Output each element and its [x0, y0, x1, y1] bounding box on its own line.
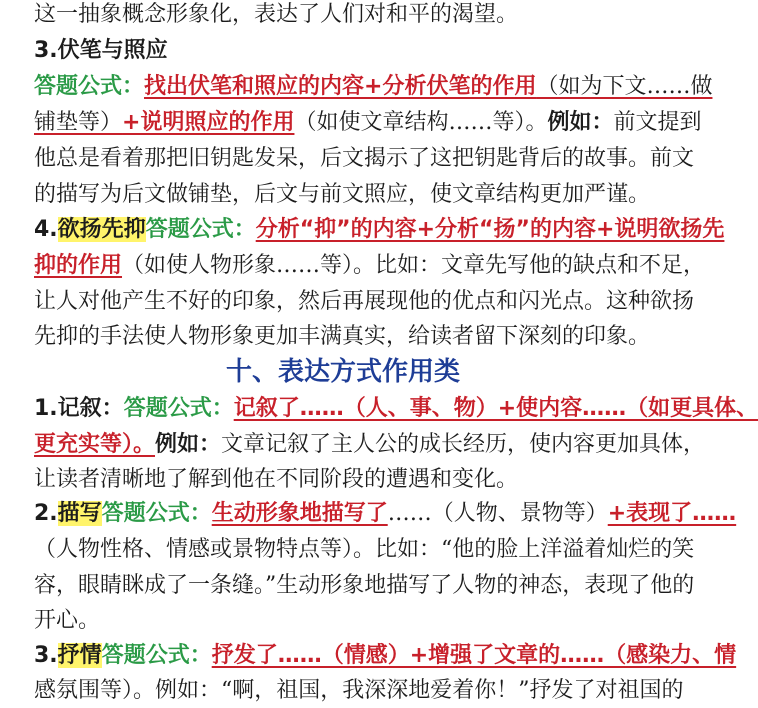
formula-line-continued	[34, 428, 706, 462]
text-line: 让读者清晰地了解到他在不同阶段的遭遇和变化。	[34, 467, 519, 492]
formula-text: 抒发了……（情感）+增强了文章的……（感染力、情	[211, 643, 737, 668]
formula-note: （如使文章结构……等）。	[294, 110, 548, 135]
text-line: 这一抽象概念形象化，表达了人们对和平的渴望。	[34, 2, 519, 27]
text-line: 的描写为后文做铺垫，后文与前文照应，使文章结构更加严谨。	[34, 182, 651, 207]
formula-text: +说明照应的作用	[122, 110, 295, 135]
formula-note: （如为下文……做	[536, 74, 713, 99]
formula-text: 找出伏笔和照应的内容+分析伏笔的作用	[144, 74, 537, 99]
formula-line-continued	[34, 106, 702, 140]
formula-text: +表现了……	[607, 501, 737, 526]
item-number: 1.	[34, 396, 58, 421]
item-description	[34, 497, 737, 531]
item-narration	[34, 392, 758, 426]
formula-text: 生动形象地描写了	[211, 501, 388, 526]
section-title: 十、表达方式作用类	[225, 357, 460, 387]
example-label: 例如：	[547, 110, 614, 135]
example-text: 文章记叙了主人公的成长经历，使内容更加具体，	[221, 432, 706, 457]
formula-line-continued	[34, 249, 706, 283]
item-title: 记叙：	[57, 396, 124, 421]
example-text: 前文提到	[613, 110, 702, 135]
text-line: 他总是看着那把旧钥匙发呆，后文揭示了这把钥匙背后的故事。前文	[34, 146, 695, 171]
formula-line	[34, 70, 713, 104]
formula-text: 抑的作用	[34, 253, 123, 278]
formula-label: 答题公式：	[34, 74, 145, 99]
heading-suppress-then-praise	[34, 213, 725, 247]
text-line: 先抑的手法使人物形象更加丰满真实，给读者留下深刻的印象。	[34, 324, 651, 349]
formula-note: ……（人物、景物等）	[387, 501, 608, 526]
item-number: 3.	[34, 643, 58, 668]
text-line: 容，眼睛眯成了一条缝。”生动形象地描写了人物的神态，表现了他的	[34, 573, 695, 598]
item-number: 2.	[34, 501, 58, 526]
heading-title: 伏笔与照应	[57, 38, 168, 63]
formula-label: 答题公式：	[145, 217, 256, 242]
heading-title: 欲扬先抑	[57, 217, 146, 242]
formula-label: 答题公式：	[123, 396, 234, 421]
formula-text: 记叙了……（人、事、物）+使内容……（如更具体、	[233, 396, 758, 421]
heading-number: 3.	[34, 38, 58, 63]
example-label: 例如：	[155, 432, 222, 457]
formula-note: 铺垫等）	[34, 110, 123, 135]
text-line: （人物性格、情感或景物特点等）。比如：“他的脸上洋溢着灿烂的笑	[34, 537, 695, 562]
formula-note: （如使人物形象……等）。比如：文章先写他的缺点和不足，	[122, 253, 706, 278]
item-title: 描写	[57, 501, 102, 526]
text-line-cut: 感氛围等）。例如：“啊，祖国，我深深地爱着你！”抒发了对祖国的	[34, 678, 684, 703]
item-title: 抒情	[57, 643, 102, 668]
formula-text: 更充实等）。	[34, 432, 156, 457]
text-line: 让人对他产生不好的印象，然后再展现他的优点和闪光点。这种欲扬	[34, 289, 695, 314]
heading-number: 4.	[34, 217, 58, 242]
item-lyricism	[34, 639, 737, 673]
text-line: 开心。	[34, 608, 101, 633]
formula-label: 答题公式：	[101, 643, 212, 668]
heading-foreshadowing	[34, 34, 656, 68]
formula-text: 分析“抑”的内容+分析“扬”的内容+说明欲扬先	[255, 217, 725, 242]
formula-label: 答题公式：	[101, 501, 212, 526]
